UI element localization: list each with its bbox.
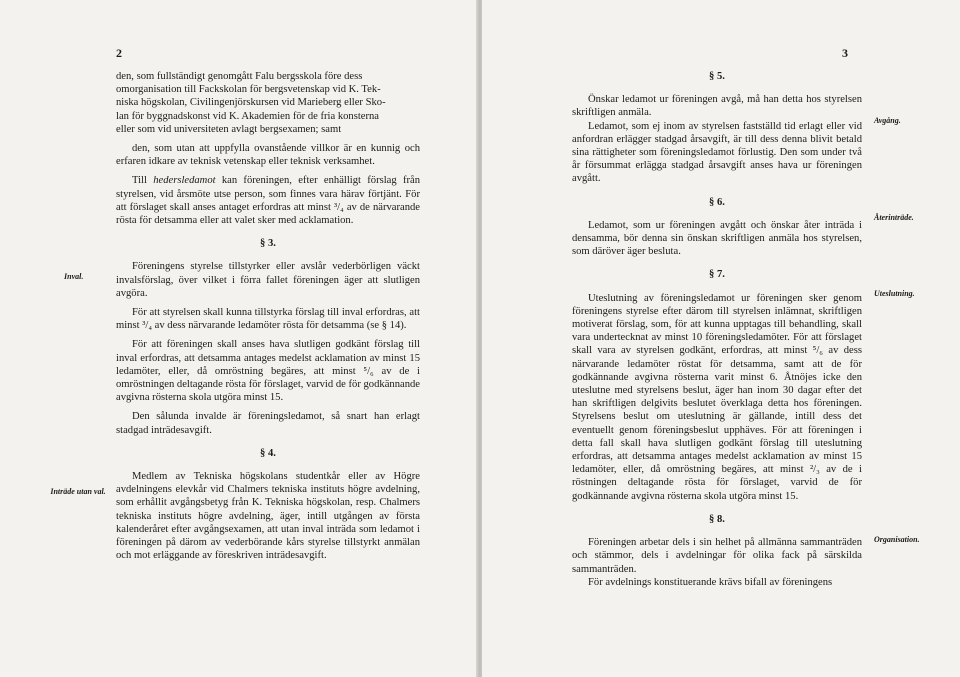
section-heading-6: § 6. — [709, 196, 725, 208]
paragraph-hedersledamot — [116, 174, 420, 227]
line: lan för byggnadskonst vid K. Akademien för de fria konsterna — [116, 110, 380, 122]
text-run: Till — [132, 175, 154, 187]
paragraph: Den sålunda invalde är föreningsledamot, så snart han erlagt stadgad inträdesavgift. — [116, 411, 420, 436]
line: niska högskolan, Civilingenjörskursen vid Marieberg eller Sko- — [116, 97, 386, 109]
paragraph: den, som utan att uppfylla ovanstående villkor är en kunnig och erfaren idkare av teknisk vetenskap eller teknisk verksamhet. — [116, 143, 420, 168]
margin-note-avgang: Avgång. — [874, 116, 901, 125]
section-heading-7: § 7. — [709, 269, 725, 281]
paragraph: Medlem av Tekniska högskolans studentkår eller av Högre avdelningens elevkår vid Chalmers tekniska instituts högre avdelning, som erhållit avgångsbetyg från K. Tekniska högskolan, resp. Chalmers tekniska instituts högre avdelning, äger, intill utgången av första kalenderåret efter avgångsexamen, att utan inval inträda som ledamot i föreningen på därom av vederbörande kårs styrelse tillstyrkt anmälan och mot erläggande av föreskriven inträdesavgift. — [116, 471, 420, 562]
section-heading-4: § 4. — [260, 447, 276, 459]
paragraph: Önskar ledamot ur föreningen avgå, må han detta hos styrelsen skriftligen anmäla. — [572, 94, 862, 119]
paragraph: Ledamot, som ur föreningen avgått och önskar åter inträda i densamma, bör denna sin önskan skriftligen anmäla hos styrelsen, som däröver äger besluta. — [572, 219, 862, 258]
paragraph: Ledamot, som ej inom av styrelsen fastställd tid erlagt eller vid anfordran erlägger stadgad årsavgift, är till dess denna blivit betald sina rättigheter som föreningsledamot förlustig. Den som under två år försummat erlägga stadgad årsavgift anses hava ur föreningen avgått. — [572, 120, 862, 185]
paragraph: Föreningen arbetar dels i sin helhet på allmänna sammanträden och stämmor, dels i avdelningar för olika fack på särskilda sammanträden. — [572, 537, 862, 575]
section-heading-5: § 5. — [709, 71, 725, 82]
margin-note-aterintrade: Återinträde. — [874, 213, 914, 222]
paragraph: För avdelnings konstituerande krävs bifall av föreningens — [588, 576, 833, 588]
line: eller som vid universiteten avlagt bergsexamen; samt — [116, 123, 342, 135]
text-run: kan föreningen, efter enhälligt förslag från styrelsen, vid årsmöte utse person, som finnes vara härav förtjänt. För att förslaget skall anses antaget erfordras att minst ³/₄ av de närvarande rösta för detsamma eller att valet sker med acklamation. — [116, 175, 420, 227]
margin-note-organisation: Organisation. — [874, 535, 920, 544]
section-heading-8: § 8. — [709, 513, 725, 525]
left-text-column — [116, 70, 420, 563]
margin-note-inval: Inval. — [64, 272, 84, 281]
line: den, som fullständigt genomgått Falu bergsskola före dess — [116, 71, 363, 82]
page-number-right: 3 — [842, 46, 848, 60]
paragraph: För att styrelsen skall kunna tillstyrka förslag till inval erfordras, att minst ³/₄ av dess närvarande ledamöter rösta för detsamma (se § 14). — [116, 307, 420, 332]
right-text-column — [572, 70, 862, 589]
margin-note-uteslutning: Uteslutning. — [874, 289, 915, 298]
right-page — [482, 0, 960, 677]
section-heading-3: § 3. — [260, 238, 276, 250]
page-number-left: 2 — [116, 46, 122, 60]
paragraph: För att föreningen skall anses hava slutligen godkänt förslag till inval erfordras, att detsamma antages medelst acklamation av minst 15 ledamöter, eller, då omröstning begäres, att minst ⁵/₆ av de i omröstningen deltagande rösta för förslaget, varvid de för godkännande avgivna rösterna skola utgöra minst 15. — [116, 339, 420, 404]
paragraph: Uteslutning av föreningsledamot ur föreningen sker genom föreningens styrelse efter därom till styrelsen inlämnat, skriftligen motiverat förslag, som, för att kunna upptagas till behandling, skall vara undertecknat av minst 10 föreningsledamöter. För att förslaget skall vara av styrelsen godkänt, erfordras, att minst ⁵/₆ av dess närvarande ledamöter röstat för detsamma, samt att de för godkännande avgivna rösterna varit minst 6. Åtnöjes icke den uteslutne med styrelsens beslut, äger han inom 30 dagar efter det han skriftligen delgivits beslutet överklaga detta hos föreningen. Styrelsens beslut om uteslutning är gällande, intill dess det eventuellt genom föreningsbeslut upphäves. För att föreningen i detta fall skall hava slutligen godkänt förslag till uteslutning erfordras, att detsamma antages medelst acklamation av minst 15 ledamöter, eller, då omröstning begäres, att minst ²/₃ av de i röstningen deltagande rösta för förslaget, varvid de för godkännande avgivna rösterna skola utgöra minst 15. — [572, 292, 862, 502]
emphasis-term: hedersledamot — [153, 175, 216, 187]
line: omorganisation till Fackskolan för bergsvetenskap vid K. Tek- — [116, 84, 381, 96]
paragraph: Föreningens styrelse tillstyrker eller avslår vederbörligen väckt invalsförslag, över vilket i förra fallet föreningen äger att slutligen avgöra. — [116, 261, 420, 299]
margin-note-intrade: Inträde utan val. — [50, 487, 106, 496]
left-page — [0, 0, 478, 677]
